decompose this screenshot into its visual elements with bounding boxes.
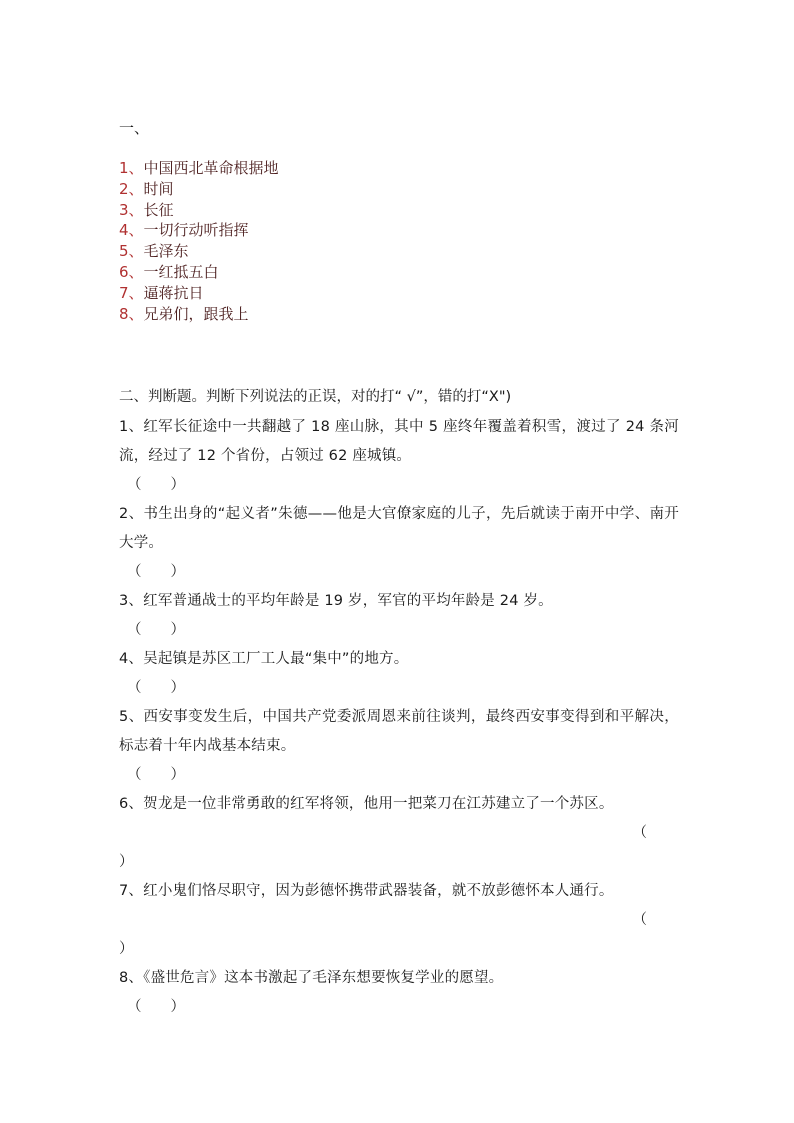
question-item xyxy=(119,645,679,703)
answer-item xyxy=(119,241,279,262)
answer-bracket[interactable]: （ ） xyxy=(127,564,185,580)
answer-bracket[interactable]: （ ） xyxy=(127,477,185,493)
question-item xyxy=(119,964,679,1022)
question-text: 1、红军长征途中一共翻越了 18 座山脉，其中 5 座终年覆盖着积雪，渡过了 24 条河流，经过了 12 个省份，占领过 62 座城镇。 xyxy=(119,419,679,464)
question-text: 5、西安事变发生后，中国共产党委派周恩来前往谈判，最终西安事变得到和平解决，标志着十年内战基本结束。 xyxy=(119,709,679,754)
answer-bracket-close: ） xyxy=(119,854,134,870)
answer-number: 8、 xyxy=(119,304,144,323)
question-item xyxy=(119,587,679,645)
answer-number: 7、 xyxy=(119,283,144,302)
question-item xyxy=(119,500,679,587)
section-two-title: 二、判断题。判断下列说法的正误，对的打“ √”，错的打“X") xyxy=(119,389,512,405)
answer-text: 一红抵五白 xyxy=(143,262,219,281)
answer-bracket-close: ） xyxy=(119,941,134,957)
answer-text: 长征 xyxy=(143,200,174,219)
answer-number: 3、 xyxy=(119,200,144,219)
answer-item xyxy=(119,158,279,179)
answer-text: 毛泽东 xyxy=(143,242,189,261)
answer-bracket[interactable]: （ ） xyxy=(127,680,185,696)
answer-number: 1、 xyxy=(119,159,144,177)
question-text: 4、吴起镇是苏区工厂工人最“集中”的地方。 xyxy=(119,651,409,667)
answer-list xyxy=(119,158,279,324)
answer-bracket[interactable]: （ ） xyxy=(127,767,185,783)
question-item xyxy=(119,877,679,964)
question-text: 6、贺龙是一位非常勇敢的红军将领，他用一把菜刀在江苏建立了一个苏区。 xyxy=(119,796,614,812)
question-text: 2、书生出身的“起义者”朱德——他是大官僚家庭的儿子，先后就读于南开中学、南开大学。 xyxy=(119,506,679,551)
answer-text: 中国西北革命根据地 xyxy=(143,159,279,177)
answer-item xyxy=(119,179,279,200)
answer-text: 逼蒋抗日 xyxy=(143,283,204,302)
true-false-section xyxy=(119,385,679,1022)
answer-item xyxy=(119,220,279,241)
question-item xyxy=(119,703,679,790)
answer-bracket[interactable]: （ ） xyxy=(127,999,185,1015)
question-text: 3、红军普通战士的平均年龄是 19 岁，军官的平均年龄是 24 岁。 xyxy=(119,593,553,609)
answer-number: 5、 xyxy=(119,242,144,261)
answer-bracket-open[interactable]: （ xyxy=(632,825,647,841)
answer-item xyxy=(119,262,279,283)
section-one-heading: 一、 xyxy=(119,119,150,137)
answer-number: 2、 xyxy=(119,179,144,198)
answer-text: 时间 xyxy=(143,179,174,198)
answer-item xyxy=(119,304,279,325)
answer-item xyxy=(119,283,279,304)
question-item xyxy=(119,413,679,500)
answer-text: 一切行动听指挥 xyxy=(143,221,249,240)
question-text: 7、红小鬼们恪尽职守，因为彭德怀携带武器装备，就不放彭德怀本人通行。 xyxy=(119,883,614,899)
answer-number: 6、 xyxy=(119,262,144,281)
answer-item xyxy=(119,200,279,221)
answer-bracket-open[interactable]: （ xyxy=(632,912,647,928)
answer-text: 兄弟们，跟我上 xyxy=(143,304,249,323)
question-text: 8、《盛世危言》这本书激起了毛泽东想要恢复学业的愿望。 xyxy=(119,970,504,986)
question-item xyxy=(119,790,679,877)
answer-number: 4、 xyxy=(119,221,144,240)
answer-bracket[interactable]: （ ） xyxy=(127,622,185,638)
